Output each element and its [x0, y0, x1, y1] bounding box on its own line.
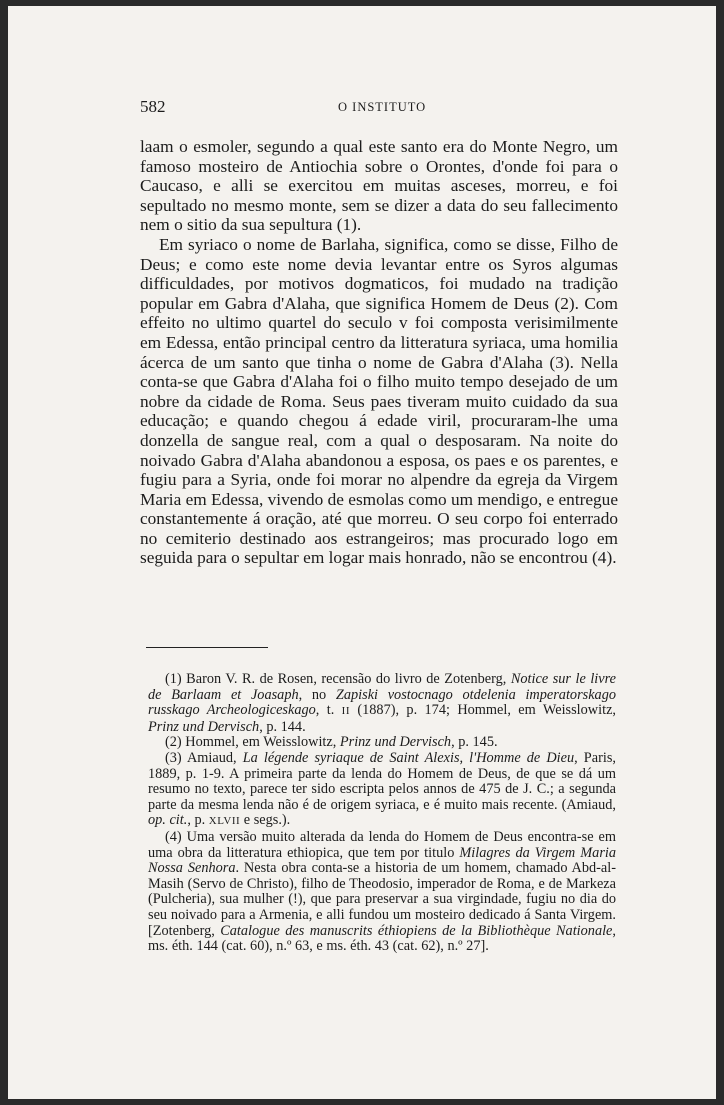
- main-text: [140, 137, 618, 568]
- book-page: [8, 6, 716, 1099]
- paragraph: Em syriaco o nome de Barlaha, significa, como se disse, Filho de Deus; e como este nome devia levantar entre os Syros algumas difficuldades, por motivos dogmaticos, foi mudado na tradição popular em Gabra d'Alaha, que significa Homem de Deus (2). Com effeito no ultimo quartel do seculo v foi composta verisimilmente em Edessa, então principal centro da litteratura syriaca, uma homilia ácerca de um santo que tinha o nome de Gabra d'Alaha (3). Nella conta-se que Gabra d'Alaha foi o filho muito tempo desejado de um nobre da cidade de Roma. Seus paes tiveram muito cuidado da sua educação; e quando chegou á edade viril, procuraram-lhe uma donzella de sangue real, com a qual o desposaram. Na noite do noivado Gabra d'Alaha abandonou a esposa, os paes e os parentes, e fugiu para a Syria, onde foi morar no alpendre da egreja da Virgem Maria em Edessa, vivendo de esmolas como um mendigo, e entregue constantemente á oração, até que morreu. O seu corpo foi enterrado no cemiterio destinado aos estrangeiros; mas procurado logo em seguida para o sepultar em logar mais honrado, não se encontrou (4).: [140, 234, 618, 568]
- footnote-3: (3) Amiaud, La légende syriaque de Saint Alexis, l'Homme de Dieu, Paris, 1889, p. 1-9. A primeira parte da lenda do Homem de Deus, de que se dá um resumo no texto, parece ter sido escripta pelos annos de 475 de J. C.; a segunda parte da mesma lenda não é de origem syriaca, e é muito mais recente. (Amiaud, op. cit., p. XLVII e segs.).: [148, 749, 616, 829]
- footnote-1: (1) Baron V. R. de Rosen, recensão do livro de Zotenberg, Notice sur le livre de Barlaam et Joasaph, no Zapiski vostocnago otdelenia imperatorskago russkago Archeologiceskago, t. II (1887), p. 174; Hommel, em Weisslowitz, Prinz und Dervisch, p. 144.: [148, 671, 616, 735]
- footnotes: [148, 672, 616, 955]
- footnote-divider: [146, 647, 268, 648]
- footnote-4: (4) Uma versão muito alterada da lenda do Homem de Deus encontra-se em uma obra da litteratura ethiopica, que tem por titulo Milagres da Virgem Maria Nossa Senhora. Nesta obra conta-se a historia de um homem, chamado Abd-al-Masih (Servo de Christo), filho de Theodosio, imperador de Roma, e de Markeza (Pulcheria), sua mulher (!), que para preservar a sua virgindade, fugiu no dia do seu noivado para a Armenia, e alli fundou um mosteiro dedicado á Santa Virgem. [Zotenberg, Catalogue des manuscrits éthiopiens de la Bibliothèque Nationale, ms. éth. 144 (cat. 60), n.º 63, e ms. éth. 43 (cat. 62), n.º 27].: [148, 828, 616, 955]
- page-number: 582: [140, 97, 166, 116]
- page-header: [140, 97, 620, 119]
- running-title: O INSTITUTO: [338, 100, 427, 114]
- paragraph: laam o esmoler, segundo a qual este santo era do Monte Negro, um famoso mosteiro de Antiochia sobre o Orontes, d'onde foi para o Caucaso, e alli se exercitou em muitas asceses, morreu, e foi sepultado no mesmo monte, sem se dizer a data do seu fallecimento nem o sitio da sua sepultura (1).: [140, 137, 618, 235]
- footnote-2: (2) Hommel, em Weisslowitz, Prinz und Dervisch, p. 145.: [165, 734, 498, 751]
